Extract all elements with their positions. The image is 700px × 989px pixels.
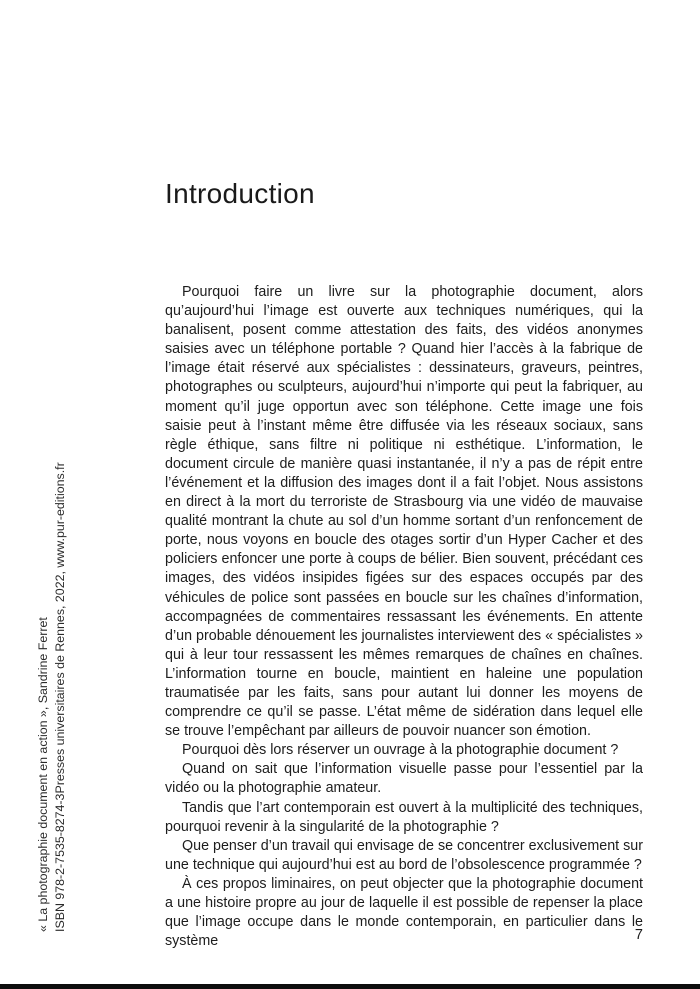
edition-credit-isbn: ISBN 978-2-7535-8274-3Presses universitaires de Rennes, 2022, www.pur-editions.fr	[53, 462, 67, 932]
edition-credit	[35, 436, 69, 932]
scan-bottom-edge	[0, 984, 700, 989]
paragraph-2: Pourquoi dès lors réserver un ouvrage à la photographie document ?	[182, 742, 619, 759]
chapter-title: Introduction	[165, 178, 315, 209]
paragraph-3: Quand on sait que l’information visuelle passe pour l’essentiel par la vidéo ou la photographie amateur.	[165, 761, 643, 797]
paragraph-5: Que penser d’un travail qui envisage de se concentrer exclusivement sur une technique qui aujourd’hui est au bord de l’obsolescence programmée ?	[165, 837, 643, 873]
edition-credit-title: « La photographie document en action », Sandrine Ferret	[36, 617, 50, 932]
page-number: 7	[634, 927, 643, 943]
paragraph-1: Pourquoi faire un livre sur la photographie document, alors qu’aujourd’hui l’image est ouverte aux techniques numériques, qui la banalisent, posent comme attestation des faits, des vidéos anonymes saisies avec un téléphone portable ? Quand hier l’accès à la fabrique de l’image était réservé aux spécialistes : dessinateurs, graveurs, peintres, photographes ou sculpteurs, aujourd’hui n’importe qui peut la fabriquer, au moment qu’il juge opportun avec son téléphone. Cette image une fois saisie peut à l’instant même être diffusée via les réseaux sociaux, sans règle éthique, sans filtre ni politique ni esthétique. L’information, le document circule de manière quasi instantanée, il n’y a pas de répit entre l’événement et la diffusion des images dont il a fait l’objet. Nous assistons en direct à la mort du terroriste de Strasbourg via une vidéo de mauvaise qualité montrant la chute au sol d’un homme sortant d’un renfoncement de porte, nous voyons en boucle des otages sortir d’un Hyper Cacher et des policiers enfoncer une porte à coups de bélier. Bien souvent, précédant ces images, des vidéos insipides figées sur des espaces occupés par des véhicules de police sont passées en boucle sur les chaînes d’information, accompagnées de commentaires ressassant les événements. En attente d’un probable dénouement les journalistes interviewent des « spécialistes » qui à leur tour ressassent les mêmes remarques de chaînes en chaînes. L’information tourne en boucle, maintient en haleine une population traumatisée par les faits, sans pour autant lui donner les moyens de comprendre ce qu’il se passe. L’état même de sidération dans lequel elle se trouve l’empêchant par ailleurs de pouvoir nuancer son émotion.	[165, 284, 643, 740]
body-text	[165, 283, 643, 951]
paragraph-6: À ces propos liminaires, on peut objecter que la photographie document a une histoire propre au jour de laquelle il est possible de repenser la place que l’image occupe dans le monde contemporain, en particulier dans le système	[165, 875, 643, 950]
paragraph-4: Tandis que l’art contemporain est ouvert à la multiplicité des techniques, pourquoi revenir à la singularité de la photographie ?	[165, 799, 643, 835]
